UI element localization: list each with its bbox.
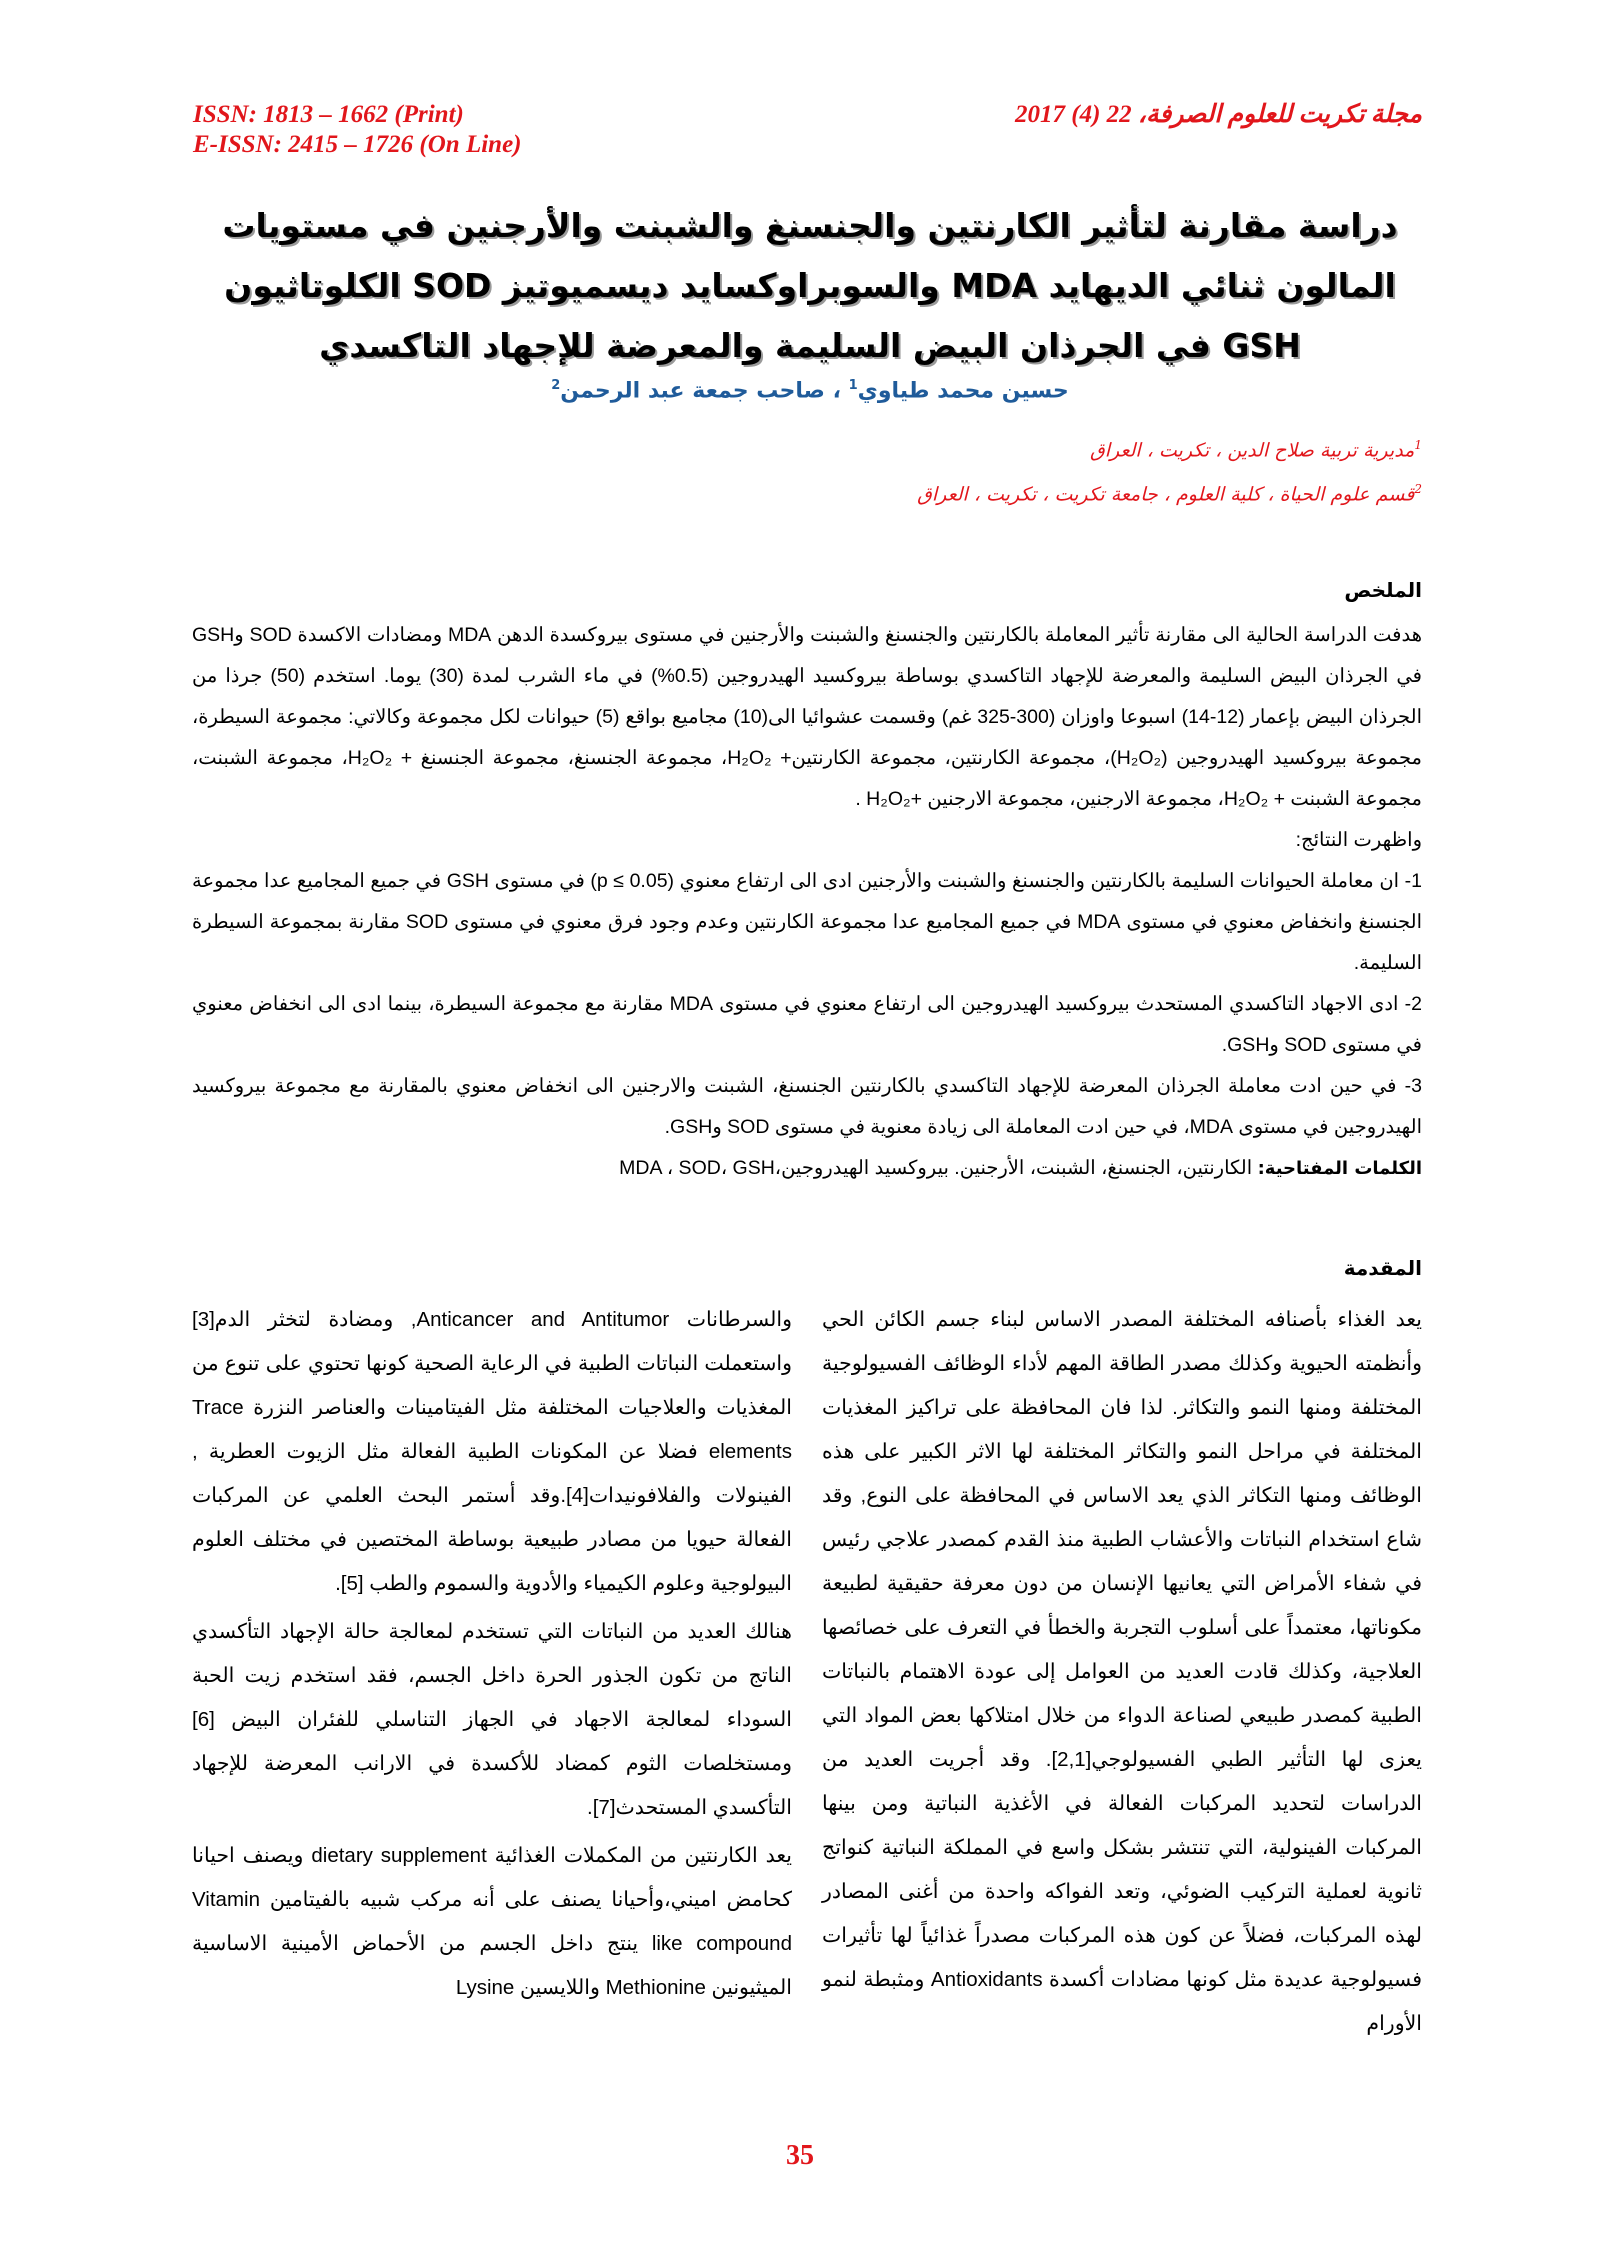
abstract-heading: الملخص <box>1344 578 1422 602</box>
affiliation-1-sup: 1 <box>1414 438 1422 452</box>
abstract-results-intro: واظهرت النتائج: <box>1295 829 1422 851</box>
author-separator: ، <box>824 378 849 404</box>
author-1-sup: 1 <box>848 378 858 393</box>
journal-citation: مجلة تكريت للعلوم الصرفة، 22 (4) 2017 <box>1014 101 1422 128</box>
author-2-sup: 2 <box>551 378 561 393</box>
affiliation-2-text: قسم علوم الحياة ، كلية العلوم ، جامعة تكريت ، تكريت ، العراق <box>917 483 1415 506</box>
affiliation-1-text: مديرية تربية صلاح الدين ، تكريت ، العراق <box>1089 439 1415 462</box>
abstract-paragraph: هدفت الدراسة الحالية الى مقارنة تأثير المعاملة بالكارنتين والجنسنغ والشبنت والأرجنين في مستوى بيروكسدة الدهن MDA ومضادات الاكسدة SOD وGSH في الجرذان البيض السليمة والمعرضة للإجهاد التاكسدي بوساطة بيروكسيد الهيدروجين (0.5%) في ماء الشرب لمدة (30) يوما. استخدم (50) جرذا من الجرذان البيض بإعمار (12-14) اسبوعا واوزان (300-325 غم) وقسمت عشوائيا الى(10) مجاميع بواقع (5) حيوانات لكل مجموعة وكالاتي: مجموعة السيطرة، مجموعة بيروكسيد الهيدروجين (H₂O₂)، مجموعة الكارنتين، مجموعة الكارنتين+ H₂O₂، مجموعة الجنسنغ، مجموعة الجنسنغ + H₂O₂، مجموعة الشبنت، مجموعة الشبنت + H₂O₂، مجموعة الارجنين، مجموعة الارجنين +H₂O₂ . <box>192 624 1422 810</box>
author-2: صاحب جمعة عبد الرحمن <box>560 378 825 404</box>
intro-column-left <box>192 1298 792 2014</box>
intro-column-right <box>822 1298 1422 2050</box>
article-title: دراسة مقارنة لتأثير الكارنتين والجنسنغ والشبنت والأرجنين في مستويات المالون ثنائي الديهايد MDA والسوبراوكسايد ديسميوتيز SOD الكلوتاثيون GSH في الجرذان البيض السليمة والمعرضة للإجهاد التاكسدي <box>222 206 1398 365</box>
intro-paragraph: والسرطانات Anticancer and Antitumor, ومضادة لتخثر الدم[3] واستعملت النباتات الطبية في الرعاية الصحية كونها تحتوي على تنوع من المغذيات والعلاجيات المختلفة مثل الفيتامينات والعناصر النزرة Trace elements فضلا عن المكونات الطبية الفعالة مثل الزيوت العطرية , الفينولات والفلافونيدات[4].وقد أستمر البحث العلمي عن المركبات الفعالة حيويا من مصادر طبيعية بوساطة المختصين في مختلف العلوم البيولوجية وعلوم الكيمياء والأدوية والسموم والطب [5]. <box>192 1308 793 1595</box>
abstract-result-2: 2- ادى الاجهاد التاكسدي المستحدث بيروكسيد الهيدروجين الى ارتفاع معنوي في مستوى MDA مقارنة مع مجموعة السيطرة، بينما ادى الى انخفاض معنوي في مستوى SOD وGSH. <box>192 993 1422 1056</box>
issn-block <box>193 100 522 160</box>
author-line <box>190 378 1430 403</box>
abstract-body <box>192 615 1422 1189</box>
keywords-list: الكارنتين، الجنسنغ، الشبنت، الأرجنين. بيروكسيد الهيدروجين،MDA ، SOD، GSH <box>619 1157 1258 1179</box>
keywords <box>192 1148 1422 1189</box>
introduction-heading: المقدمة <box>1343 1256 1422 1280</box>
author-1: حسين محمد طياوي <box>857 378 1069 404</box>
affiliation-2-sup: 2 <box>1414 482 1422 496</box>
abstract-result-1: 1- ان معاملة الحيوانات السليمة بالكارنتين والجنسنغ والشبنت والأرجنين ادى الى ارتفاع معنوي (p ≤ 0.05) في مستوى GSH في جميع المجاميع عدا مجموعة الجنسنغ وانخفاض معنوي في مستوى MDA في جميع المجاميع عدا مجموعة الكارنتين وعدم وجود فرق معنوي في مستوى SOD مقارنة بمجموعة السيطرة السليمة. <box>192 870 1422 974</box>
keywords-label: الكلمات المفتاحية: <box>1257 1158 1422 1179</box>
intro-paragraph: هنالك العديد من النباتات التي تستخدم لمعالجة حالة الإجهاد التأكسدي الناتج من تكون الجذور الحرة داخل الجسم، فقد استخدم زيت الحبة السوداء لمعالجة الاجهاد في الجهاز التناسلي للفئران البيض [6] ومستخلصات الثوم كمضاد للأكسدة في الارانب المعرضة للإجهاد التأكسدي المستحدث[7]. <box>192 1620 792 1819</box>
intro-paragraph: يعد الكارنتين من المكملات الغذائية dietary supplement ويصنف احيانا كحامض اميني،وأحيانا يصنف على أنه مركب شبيه بالفيتامين Vitamin like compound ينتج داخل الجسم من الأحماض الأمينية الاساسية الميثيونين Methionine واللايسين Lysine <box>192 1844 792 1999</box>
issn-print: ISSN: 1813 – 1662 (Print) <box>193 101 464 128</box>
affiliation-1 <box>1090 438 1422 461</box>
abstract-result-3: 3- في حين ادت معاملة الجرذان المعرضة للإجهاد التاكسدي بالكارنتين الجنسنغ، الشبنت والارجنين الى انخفاض معنوي بالمقارنة مع مجموعة بيروكسيد الهيدروجين في مستوى MDA، في حين ادت المعاملة الى زيادة معنوية في مستوى SOD وGSH. <box>192 1075 1422 1138</box>
affiliation-2 <box>917 482 1422 505</box>
page-number: 35 <box>786 2140 814 2171</box>
issn-online: E-ISSN: 2415 – 1726 (On Line) <box>193 131 522 158</box>
intro-paragraph: يعد الغذاء بأصنافه المختلفة المصدر الاساس لبناء جسم الكائن الحي وأنظمته الحيوية وكذلك مصدر الطاقة المهم لأداء الوظائف الفسيولوجية المختلفة ومنها النمو والتكاثر. لذا فان المحافظة على تراكيز المغذيات المختلفة في مراحل النمو والتكاثر المختلفة لها الاثر الكبير على هذه الوظائف ومنها التكاثر الذي يعد الاساس في المحافظة على النوع, وقد شاع استخدام النباتات والأعشاب الطبية منذ القدم كمصدر علاجي رئيس في شفاء الأمراض التي يعانيها الإنسان من دون معرفة حقيقية لطبيعة مكوناتها، معتمداً على أسلوب التجربة والخطأ في التعرف على خصائصها العلاجية، وكذلك قادت العديد من العوامل إلى عودة الاهتمام بالنباتات الطبية كمصدر طبيعي لصناعة الدواء من خلال امتلاكها بعض المواد التي يعزى لها التأثير الطبي الفسيولوجي[2,1]. وقد أجريت العديد من الدراسات لتحديد المركبات الفعالة في الأغذية النباتية ومن بينها المركبات الفينولية، التي تنتشر بشكل واسع في المملكة النباتية كنواتج ثانوية لعملية التركيب الضوئي، وتعد الفواكه واحدة من أغنى المصادر لهذه المركبات، فضلاً عن كون هذه المركبات مصدراً غذائياً لها تأثيرات فسيولوجية عديدة مثل كونها مضادات أكسدة Antioxidants ومثبطة لنمو الأورام <box>822 1308 1422 2035</box>
